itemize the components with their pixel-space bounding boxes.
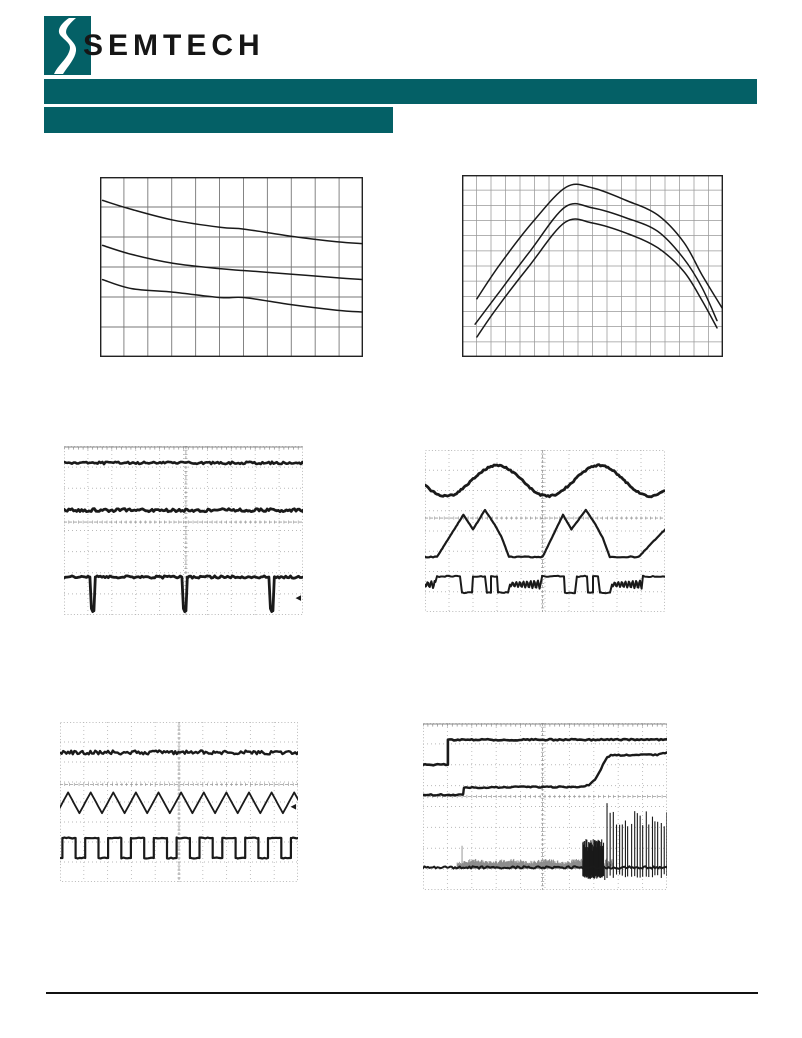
figure-scope-startup: [423, 723, 667, 890]
figure-scope-flat-traces: [64, 446, 303, 615]
figure-bell-curves-chart: [462, 175, 723, 357]
figure-declining-curves-chart: [100, 177, 363, 357]
header-subtitle-bar: [44, 107, 393, 133]
figure-scope-ripple-triangle-square: [60, 722, 298, 882]
header-title-bar: [44, 79, 757, 104]
figure-scope-sine-triangle-pwm: [425, 450, 665, 612]
footer-rule: [46, 992, 758, 994]
semtech-wordmark: SEMTECH: [83, 29, 265, 62]
